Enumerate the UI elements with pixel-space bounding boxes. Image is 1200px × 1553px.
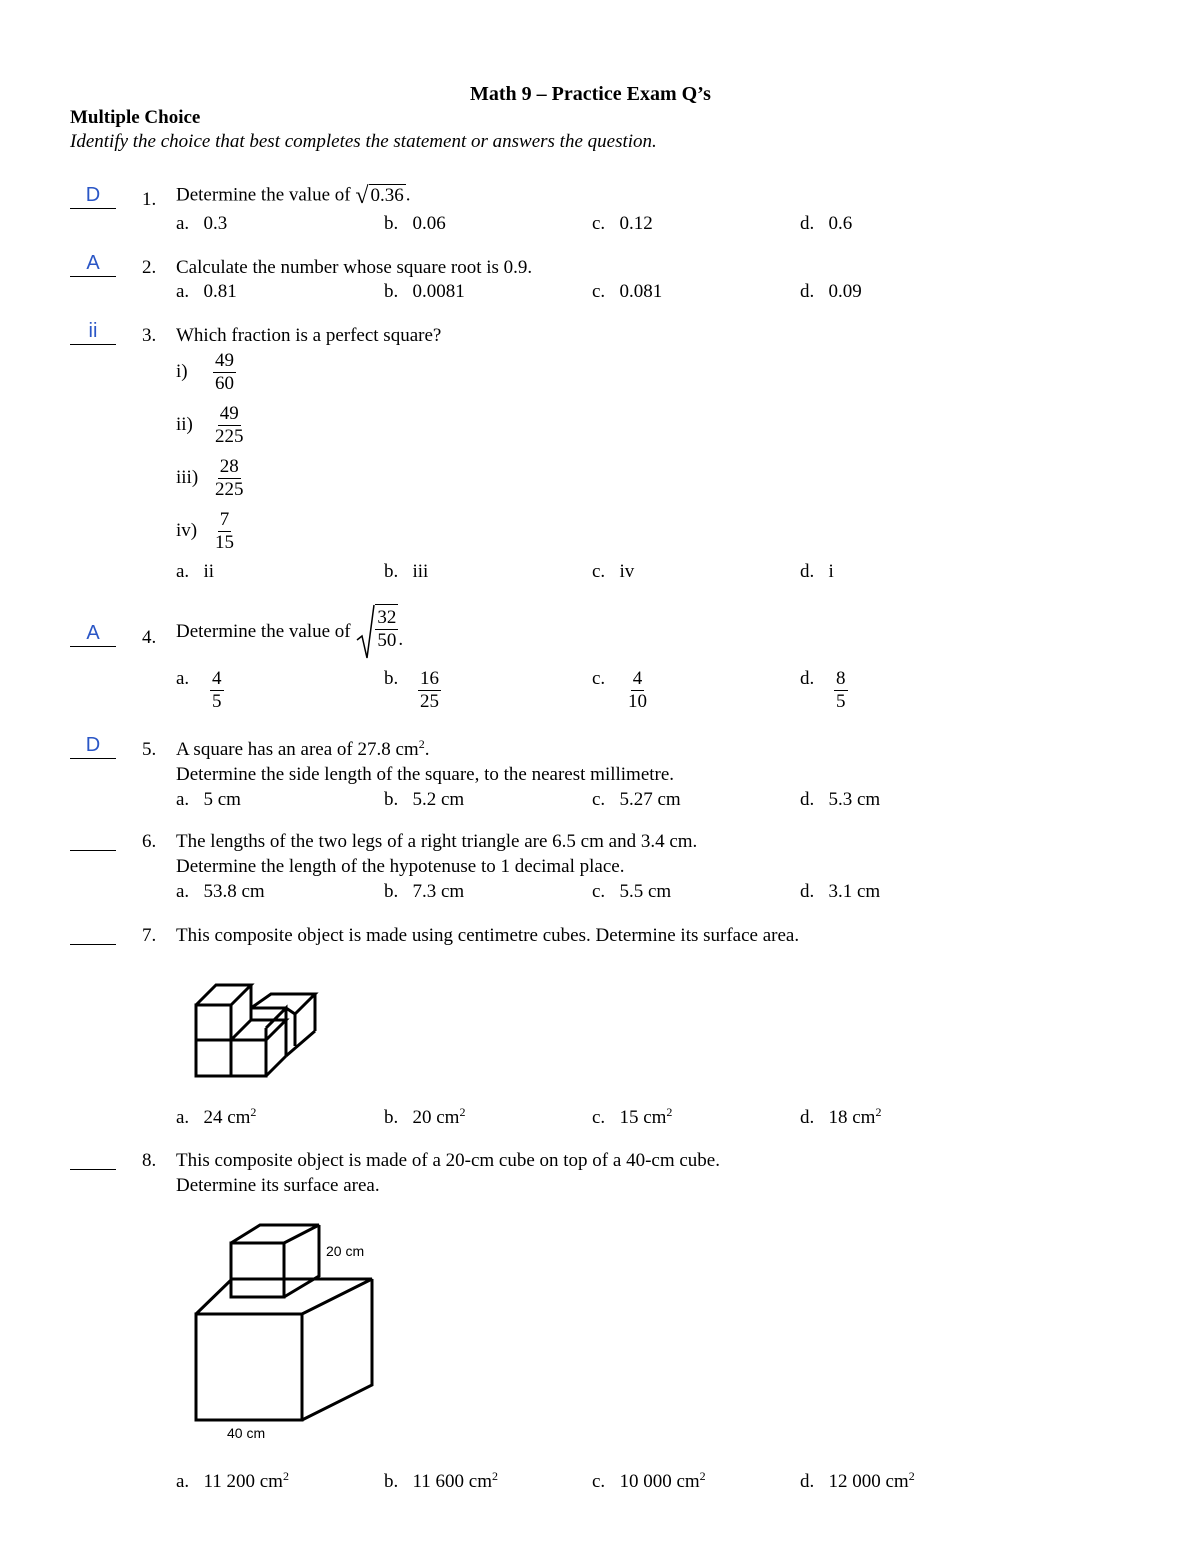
fraction: $\frac{49}{225}$: [215, 402, 244, 447]
question-number: 6.: [142, 831, 157, 852]
page-title: Math 9 – Practice Exam Q’s: [470, 83, 711, 105]
square-root-expression: [355, 184, 405, 208]
question-text-line-2: Determine the length of the hypotenuse to 1 decimal place.: [176, 856, 625, 877]
choice-b[interactable]: b. iii: [384, 561, 429, 582]
choice-a[interactable]: a. ii: [176, 561, 214, 582]
question-text: This composite object is made using centimetre cubes. Determine its surface area.: [176, 925, 800, 946]
choice-a[interactable]: a. 24 $cm^2$: [176, 1105, 257, 1128]
choice-b[interactable]: b. 20 $cm^2$: [384, 1105, 466, 1128]
choice-d[interactable]: d. i: [800, 561, 834, 582]
question-text: A square has an area of 27.8 $cm^2$.: [176, 737, 430, 760]
choice-a[interactable]: a. 5 cm: [176, 789, 241, 810]
question-number: 1.: [142, 189, 157, 210]
radical-sign-icon: [355, 604, 375, 660]
choice-b[interactable]: b. $\frac{16}{25}$: [384, 668, 439, 712]
choice-c[interactable]: c. 5.5 cm: [592, 881, 672, 902]
choice-b[interactable]: b. 0.06: [384, 213, 446, 234]
composite-cube-figure: [190, 980, 325, 1082]
choice-d[interactable]: d. $\frac{8}{5}$: [800, 668, 846, 712]
answer-blank-3[interactable]: [70, 320, 116, 345]
answer-blank-7[interactable]: [70, 924, 116, 945]
radical-sign-icon: √: [355, 183, 369, 209]
question-text-line-2: Determine its surface area.: [176, 1175, 380, 1196]
choice-a[interactable]: a. 53.8 cm: [176, 881, 265, 902]
choice-d[interactable]: d. 0.6: [800, 213, 853, 234]
choice-d[interactable]: d. 18 $cm^2$: [800, 1105, 882, 1128]
answer-blank-4[interactable]: [70, 622, 116, 647]
punctuation: .: [405, 184, 411, 206]
fraction-option-iii: iii) $\frac{28}{225}$: [176, 455, 244, 500]
choice-a[interactable]: a. 11 200 $cm^2$: [176, 1469, 289, 1492]
choice-d[interactable]: d. 12 000 $cm^2$: [800, 1469, 915, 1492]
square-root-fraction: [355, 604, 398, 660]
question-text: Determine the value of: [176, 184, 351, 206]
choice-a[interactable]: a. 0.3: [176, 213, 228, 234]
question-number: 8.: [142, 1150, 157, 1171]
question-number: 4.: [142, 627, 157, 648]
question-number: 5.: [142, 739, 157, 760]
instructions: Identify the choice that best completes the statement or answers the question.: [70, 131, 657, 152]
question-stem: [176, 604, 403, 660]
choice-b[interactable]: b. 7.3 cm: [384, 881, 465, 902]
choice-a[interactable]: a. $\frac{4}{5}$: [176, 668, 222, 712]
answer-blank-5[interactable]: [70, 734, 116, 759]
question-text: Which fraction is a perfect square?: [176, 325, 442, 346]
question-text: This composite object is made of a 20-cm cube on top of a 40-cm cube.: [176, 1150, 720, 1171]
question-number: 7.: [142, 925, 157, 946]
question-text: Calculate the number whose square root is 0.9.: [176, 257, 533, 278]
question-number: 3.: [142, 325, 157, 346]
choice-a[interactable]: a. 0.81: [176, 281, 237, 302]
small-cube-dimension-label: 20 cm: [326, 1243, 365, 1259]
choice-b[interactable]: b. 5.2 cm: [384, 789, 465, 810]
fraction-option-iv: iv) $\frac{7}{15}$: [176, 508, 234, 553]
section-heading: Multiple Choice: [70, 107, 201, 128]
choice-c[interactable]: c. 15 $cm^2$: [592, 1105, 673, 1128]
answer-1: D: [85, 184, 101, 206]
choice-d[interactable]: d. 0.09: [800, 281, 862, 302]
choice-b[interactable]: b. 0.0081: [384, 281, 465, 302]
question-text-line-2: Determine the side length of the square, to the nearest millimetre.: [176, 764, 675, 785]
answer-4: A: [86, 622, 100, 644]
answer-5: D: [85, 734, 101, 756]
choice-c[interactable]: c. 5.27 cm: [592, 789, 681, 810]
radicand-fraction: $\frac{32}{50}$: [375, 604, 398, 660]
fraction-option-i: i) $\frac{49}{60}$: [176, 349, 234, 394]
choice-c[interactable]: c. 0.081: [592, 281, 663, 302]
answer-blank-1[interactable]: [70, 184, 116, 209]
answer-blank-8[interactable]: [70, 1149, 116, 1170]
radicand: 0.36: [370, 185, 404, 206]
answer-2: A: [86, 252, 100, 274]
fraction: $\frac{7}{15}$: [215, 508, 234, 553]
choice-d[interactable]: d. 5.3 cm: [800, 789, 881, 810]
choice-c[interactable]: c. $\frac{4}{10}$: [592, 668, 647, 712]
question-number: 2.: [142, 257, 157, 278]
question-text: The lengths of the two legs of a right triangle are 6.5 cm and 3.4 cm.: [176, 831, 698, 852]
choice-b[interactable]: b. 11 600 $cm^2$: [384, 1469, 499, 1492]
answer-3: ii: [88, 320, 98, 342]
fraction: $\frac{28}{225}$: [215, 455, 244, 500]
large-cube-dimension-label: 40 cm: [227, 1425, 266, 1441]
answer-blank-6[interactable]: [70, 830, 116, 851]
choice-c[interactable]: c. 10 000 $cm^2$: [592, 1469, 706, 1492]
choice-c[interactable]: c. 0.12: [592, 213, 653, 234]
answer-blank-2[interactable]: [70, 252, 116, 277]
question-text: Determine the value of: [176, 621, 351, 642]
question-stem: [176, 184, 411, 208]
choice-d[interactable]: d. 3.1 cm: [800, 881, 881, 902]
choice-c[interactable]: c. iv: [592, 561, 635, 582]
fraction: $\frac{49}{60}$: [215, 349, 234, 394]
fraction-option-ii: ii) $\frac{49}{225}$: [176, 402, 244, 447]
punctuation: .: [398, 629, 404, 650]
